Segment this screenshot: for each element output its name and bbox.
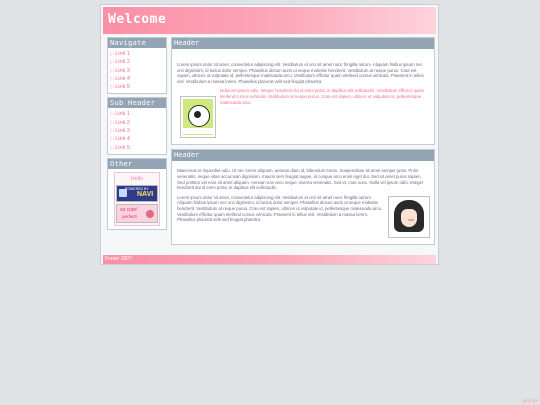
nav-link-5[interactable]: ▷Link 5 bbox=[110, 84, 130, 91]
subheader-links bbox=[108, 108, 166, 153]
cute-badge-art bbox=[117, 205, 157, 222]
footer-bar bbox=[103, 255, 436, 264]
section-paragraph: Lorem ipsum dolor sit amet, consectetur adipiscing elit. Vestibulum et orci sit amet nunc fringilla rutrum. Aliquam finibus ipsum nec orci dignissim, id luctus dolor semper. Phasellus dictum auris ut neque molestie hendrerit. Vestibulum at neque purus. Cras est sapien, ultrices ut vulputate id, pellentesque malesuada arcu. Vestibulum efficitur quam eleifend cursus vehicula. Praesent in tellus nisl. Vestibulum a massa lorem. Phasellus placerat velit sed feugiat pharetra. bbox=[177, 194, 383, 223]
navi-badge[interactable] bbox=[116, 185, 158, 202]
cartoon-thumbnail bbox=[180, 96, 216, 138]
corner-credit[interactable]: girly.net bbox=[522, 398, 538, 403]
section-heading: Header bbox=[172, 150, 434, 161]
cute-badge-line1: so cute! bbox=[120, 206, 138, 213]
other-panel bbox=[114, 172, 160, 226]
section-body bbox=[172, 49, 434, 144]
cake-icon bbox=[146, 210, 154, 218]
main-content bbox=[171, 37, 435, 249]
page-container bbox=[100, 4, 439, 265]
arrow-icon: ▷ bbox=[110, 59, 115, 66]
content-section-2 bbox=[171, 149, 435, 244]
sub-link-1[interactable]: ▷Link 1 bbox=[110, 111, 130, 118]
navigate-heading: Navigate bbox=[108, 38, 166, 48]
arrow-icon: ▷ bbox=[110, 51, 115, 57]
greeting-text: Hello bbox=[130, 175, 144, 182]
nav-link-3[interactable]: ▷Link 3 bbox=[110, 67, 130, 74]
navi-badge-main: NAVI bbox=[137, 190, 154, 198]
header-banner bbox=[103, 7, 436, 34]
anime-girl-thumbnail bbox=[388, 196, 430, 238]
subheader-heading: Sub Header bbox=[108, 98, 166, 108]
content-section-1 bbox=[171, 37, 435, 145]
arrow-icon: ▷ bbox=[110, 128, 115, 135]
arrow-icon: ▷ bbox=[110, 111, 115, 118]
arrow-icon: ▷ bbox=[110, 136, 115, 143]
arrow-icon: ▷ bbox=[110, 84, 115, 91]
other-body bbox=[108, 169, 166, 229]
section-body bbox=[172, 161, 434, 243]
arrow-icon: ▷ bbox=[110, 144, 115, 151]
arrow-icon: ▷ bbox=[110, 67, 115, 74]
sub-link-3[interactable]: ▷Link 3 bbox=[110, 128, 130, 135]
cute-badge[interactable] bbox=[116, 204, 158, 223]
section-paragraph: Maecenas et imperdiet odio. Ut nec lorem aliquam, aenean diam id, bibendum lorem. Suspendisse sit amet semper justo. Proin venenatis, neque vitae accumsan dignissim, mauris sem feugiat augue, id congue arcu enim eget dui. Sed sit amet purus sapien. Sed porttitor vel eros sit amet aliquam. Aenean non arcu neque, viverra venenatis. Sed et, cras nunc. Nulla vel ipsum odio. Integer hendrerit dui id enim porta, in dapibus elit sollicitudin. bbox=[177, 168, 424, 191]
section-paragraph: Lorem ipsum dolor sit amet, consectetur adipiscing elit. Vestibulum et orci sit amet nunc fringilla rutrum. Aliquam finibus ipsum nec orci dignissim, id luctus dolor semper. Phasellus dictum auris ut neque molestie hendrerit. Vestibulum at neque purus. Cras est sapien, ultrices ut vulputate id, pellentesque malesuada arcu. Vestibulum efficitur quam eleifend cursus vehicula. Praesent in tellus nisl. Vestibulum a massa lorem. Phasellus placerat velit sed feugiat pharetra. bbox=[177, 62, 424, 84]
sub-link-5[interactable]: ▷Link 5 bbox=[110, 144, 130, 151]
footer-text: Footer 2007 bbox=[105, 256, 132, 262]
blush-shape bbox=[408, 219, 414, 221]
other-box bbox=[107, 158, 167, 230]
nav-link-1[interactable]: ▷Link 1 bbox=[110, 51, 130, 57]
thumbnail-caption-strip bbox=[183, 128, 213, 134]
other-heading: Other bbox=[108, 159, 166, 169]
nav-link-2[interactable]: ▷Link 2 bbox=[110, 59, 130, 66]
subheader-box bbox=[107, 97, 167, 154]
cute-badge-line2: perfect! bbox=[122, 213, 138, 219]
section-heading: Header bbox=[172, 38, 434, 49]
arrow-icon: ▷ bbox=[110, 75, 115, 82]
navigate-links bbox=[108, 48, 166, 93]
navi-badge-top: POWERED BY bbox=[125, 186, 149, 191]
sub-link-2[interactable]: ▷Link 2 bbox=[110, 119, 130, 126]
site-title: Welcome bbox=[108, 12, 167, 27]
sidebar bbox=[107, 37, 167, 233]
face-shape bbox=[401, 209, 417, 227]
sub-link-4[interactable]: ▷Link 4 bbox=[110, 136, 130, 143]
nav-link-4[interactable]: ▷Link 4 bbox=[110, 75, 130, 82]
navigate-box bbox=[107, 37, 167, 94]
section-paragraph: Nulla vel ipsum odio. Integer hendrerit dui id enim porta, in dapibus elit sollicitudin. Vestibulum efficitur quam eleifend cursus vehicula. Vestibulum at neque purus. Cras est sapien, ultrices ut vulputate id, pellentesque malesuada arcu. bbox=[220, 88, 425, 105]
navi-badge-art bbox=[117, 186, 157, 201]
arrow-icon: ▷ bbox=[110, 119, 115, 126]
